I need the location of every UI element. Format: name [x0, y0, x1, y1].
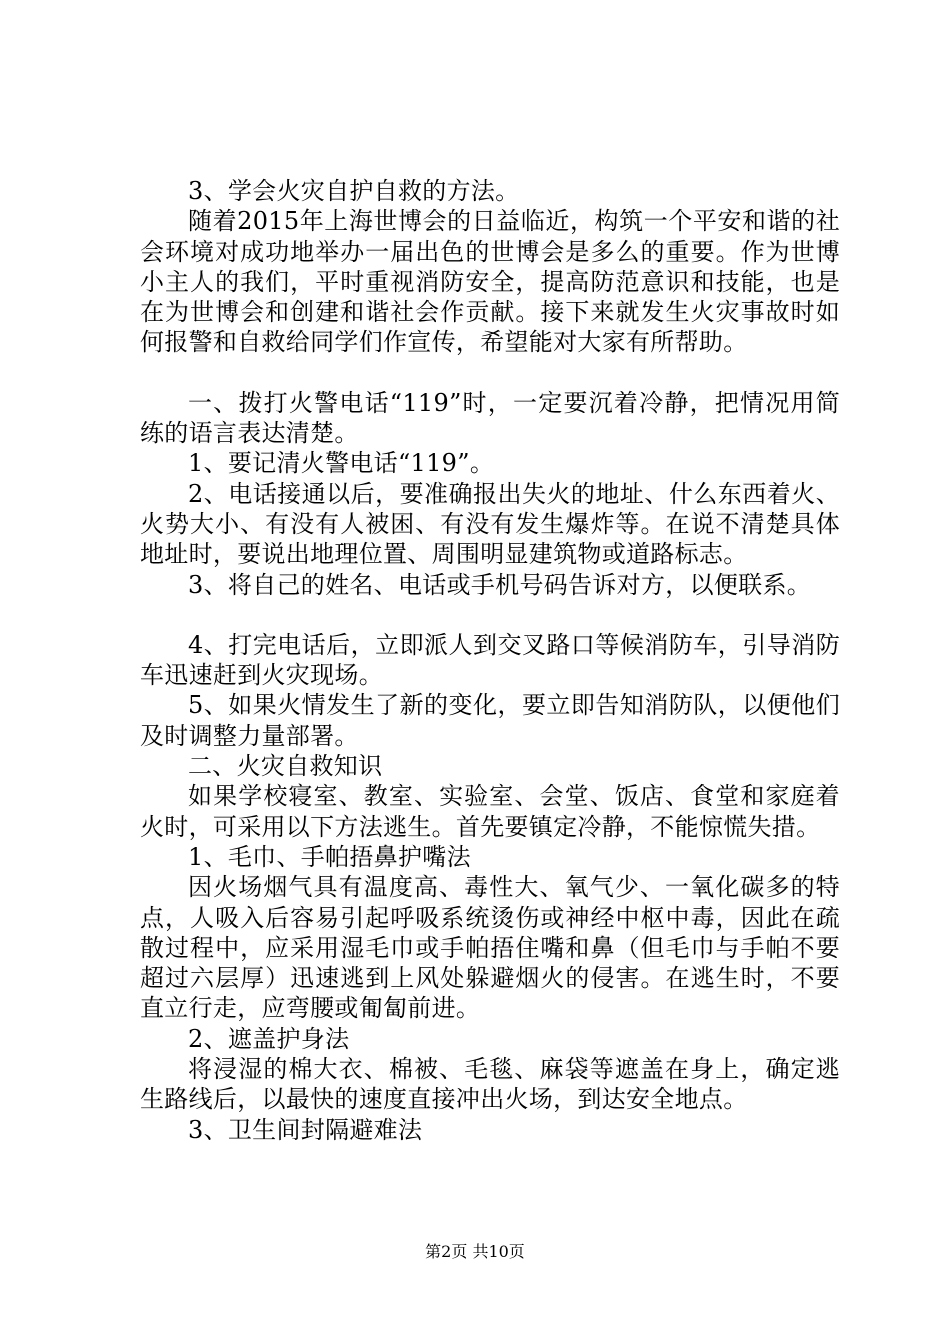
document-body: [140, 176, 840, 1145]
paragraph: 2、电话接通以后，要准确报出失火的地址、什么东西着火、火势大小、有没有人被困、有没有发生爆炸等。在说不清楚具体地址时，要说出地理位置、周围明显建筑物或道路标志。: [140, 479, 840, 569]
page-footer: 第2页 共10页: [425, 1242, 525, 1261]
paragraph: 因火场烟气具有温度高、毒性大、氧气少、一氧化碳多的特点，人吸入后容易引起呼吸系统烫伤或神经中枢中毒，因此在疏散过程中，应采用湿毛巾或手帕捂住嘴和鼻（但毛巾与手帕不要超过六层厚）迅速逃到上风处躲避烟火的侵害。在逃生时，不要直立行走，应弯腰或匍匐前进。: [140, 873, 840, 1023]
subheading: 3、卫生间封隔避难法: [188, 1115, 423, 1144]
paragraph-gap: [140, 600, 840, 630]
paragraph: 如果学校寝室、教室、实验室、会堂、饭店、食堂和家庭着火时，可采用以下方法逃生。首先要镇定冷静，不能惊慌失措。: [140, 782, 840, 841]
paragraph: 随着2015年上海世博会的日益临近，构筑一个平安和谐的社会环境对成功地举办一届出色的世博会是多么的重要。作为世博小主人的我们，平时重视消防安全，提高防范意识和技能，也是在为世博会和创建和谐社会作贡献。接下来就发生火灾事故时如何报警和自救给同学们作宣传，希望能对大家有所帮助。: [140, 207, 840, 357]
paragraph: 3、将自己的姓名、电话或手机号码告诉对方，以便联系。: [188, 570, 812, 599]
subheading: 2、遮盖护身法: [188, 1024, 350, 1053]
paragraph: 将浸湿的棉大衣、棉被、毛毯、麻袋等遮盖在身上，确定逃生路线后，以最快的速度直接冲出火场，到达安全地点。: [140, 1055, 840, 1114]
paragraph: 3、学会火灾自护自救的方法。: [188, 177, 520, 205]
subheading: 1、毛巾、手帕捂鼻护嘴法: [188, 842, 471, 871]
paragraph: 4、打完电话后，立即派人到交叉路口等候消防车，引导消防车迅速赶到火灾现场。: [140, 630, 840, 690]
section-heading: 一、拨打火警电话“119”时，一定要沉着冷静，把情况用简练的语言表达清楚。: [140, 388, 840, 448]
paragraph: 5、如果火情发生了新的变化，要立即告知消防队，以便他们及时调整力量部署。: [140, 691, 840, 750]
paragraph-gap: [140, 358, 840, 388]
paragraph: 1、要记清火警电话“119”。: [188, 449, 495, 478]
section-heading: 二、火灾自救知识: [188, 752, 383, 781]
